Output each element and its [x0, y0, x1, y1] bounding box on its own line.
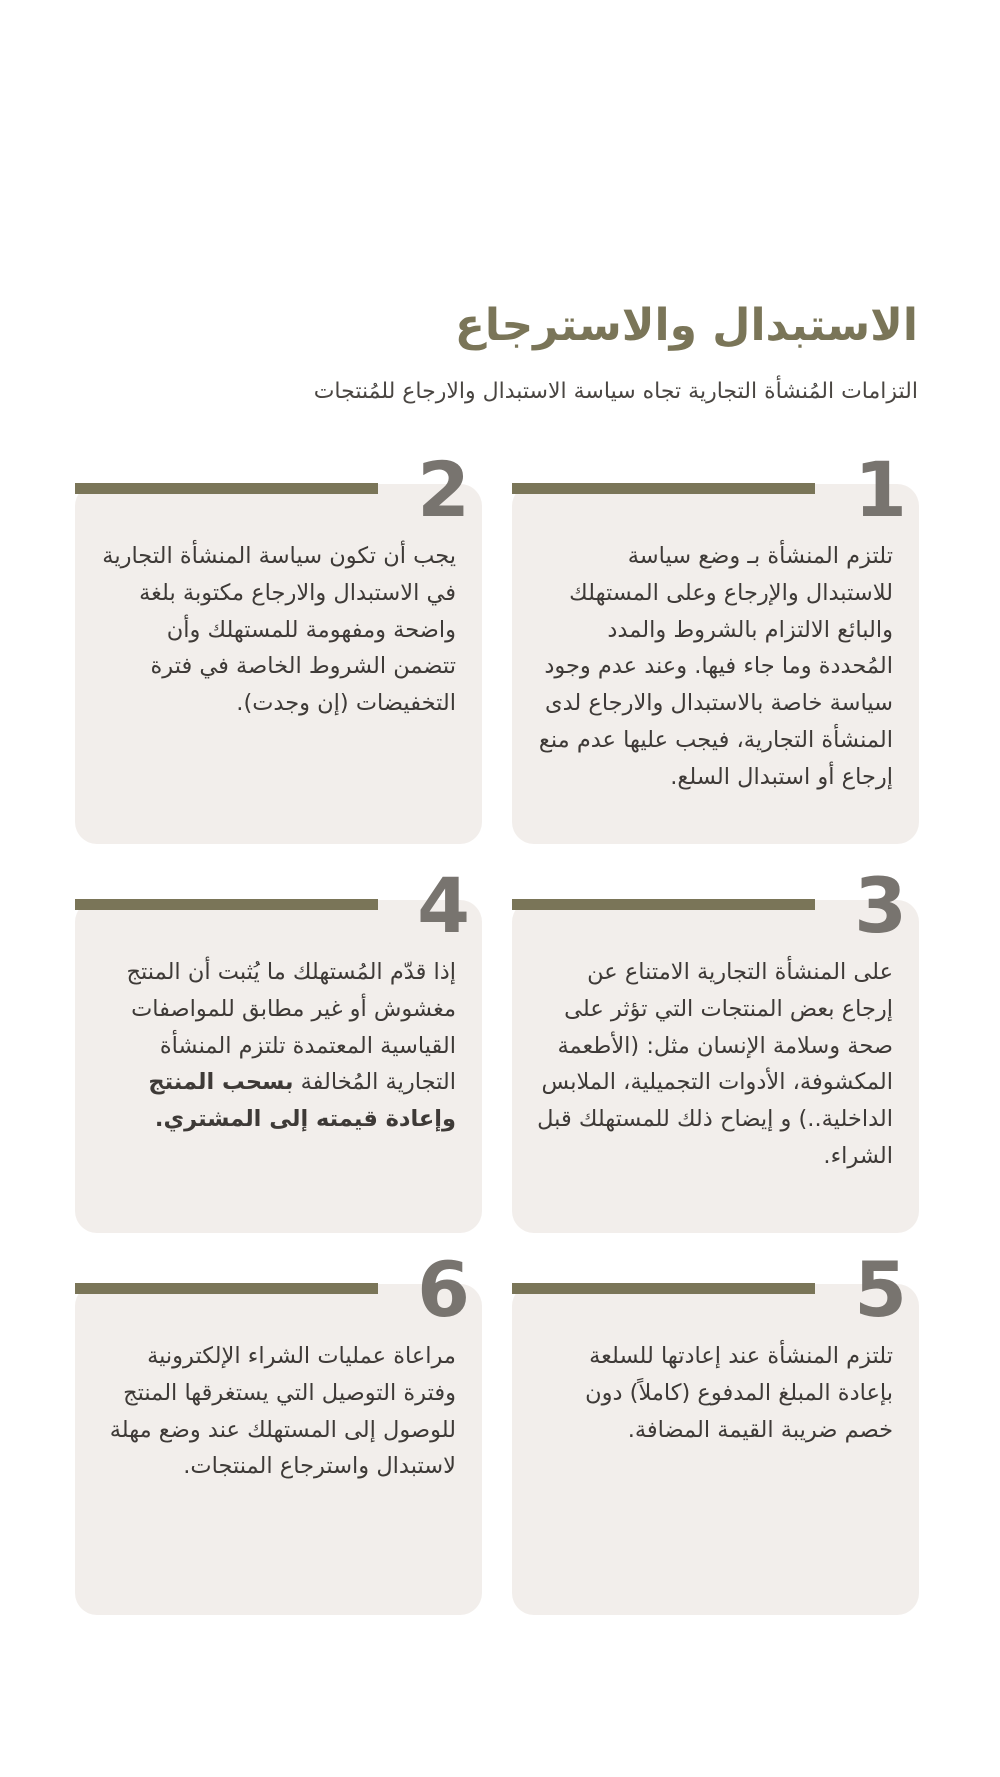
card-accent-bar [512, 483, 815, 494]
page-subtitle: التزامات المُنشأة التجارية تجاه سياسة الاستبدال والارجاع للمُنتجات [313, 379, 918, 404]
card-text: على المنشأة التجارية الامتناع عن إرجاع بعض المنتجات التي تؤثر على صحة وسلامة الإنسان مثل: (الأطعمة المكشوفة، الأدوات التجميلية، الملابس الداخلية..) و إيضاح ذلك للمستهلك قبل الشراء. [537, 959, 893, 1169]
policy-card-2 [75, 445, 482, 844]
card-text-bold: بسحب المنتج وإعادة قيمته إلى المشتري. [148, 1069, 456, 1133]
card-accent-bar [512, 1283, 815, 1294]
card-accent-bar [75, 1283, 378, 1294]
card-number: 5 [854, 1245, 907, 1334]
card-number: 2 [417, 445, 470, 534]
card-number: 4 [417, 861, 470, 950]
card-accent-bar [75, 483, 378, 494]
card-text-regular: إذا قدّم المُستهلك ما يُثبت أن المنتج مغشوش أو غير مطابق للمواصفات القياسية المعتمدة تلتزم المنشأة التجارية المُخالفة [126, 959, 456, 1096]
card-number: 1 [854, 445, 907, 534]
card-number: 3 [854, 861, 907, 950]
card-text: يجب أن تكون سياسة المنشأة التجارية في الاستبدال والارجاع مكتوبة بلغة واضحة ومفهومة للمستهلك وأن تتضمن الشروط الخاصة في فترة التخفيضات (إن وجدت). [102, 543, 456, 717]
page-title: الاستبدال والاسترجاع [454, 300, 918, 351]
card-text: تلتزم المنشأة عند إعادتها للسلعة بإعادة المبلغ المدفوع (كاملاً) دون خصم ضريبة القيمة المضافة. [585, 1343, 893, 1443]
policy-card-5 [512, 1245, 919, 1615]
card-text [99, 954, 456, 1138]
policy-card-3 [512, 861, 919, 1233]
policy-card-6 [75, 1245, 482, 1615]
card-accent-bar [75, 899, 378, 910]
card-accent-bar [512, 899, 815, 910]
card-text: تلتزم المنشأة بـ وضع سياسة للاستبدال والإرجاع وعلى المستهلك والبائع الالتزام بالشروط والمدد المُحددة وما جاء فيها. وعند عدم وجود سياسة خاصة بالاستبدال والارجاع لدى المنشأة التجارية، فيجب عليها عدم منع إرجاع أو استبدال السلع. [538, 543, 893, 790]
card-text: مراعاة عمليات الشراء الإلكترونية وفترة التوصيل التي يستغرقها المنتج للوصول إلى المستهلك عند وضع مهلة لاستبدال واسترجاع المنتجات. [109, 1343, 456, 1480]
policy-card-4 [75, 861, 482, 1233]
policy-card-1 [512, 445, 919, 844]
card-number: 6 [417, 1245, 470, 1334]
